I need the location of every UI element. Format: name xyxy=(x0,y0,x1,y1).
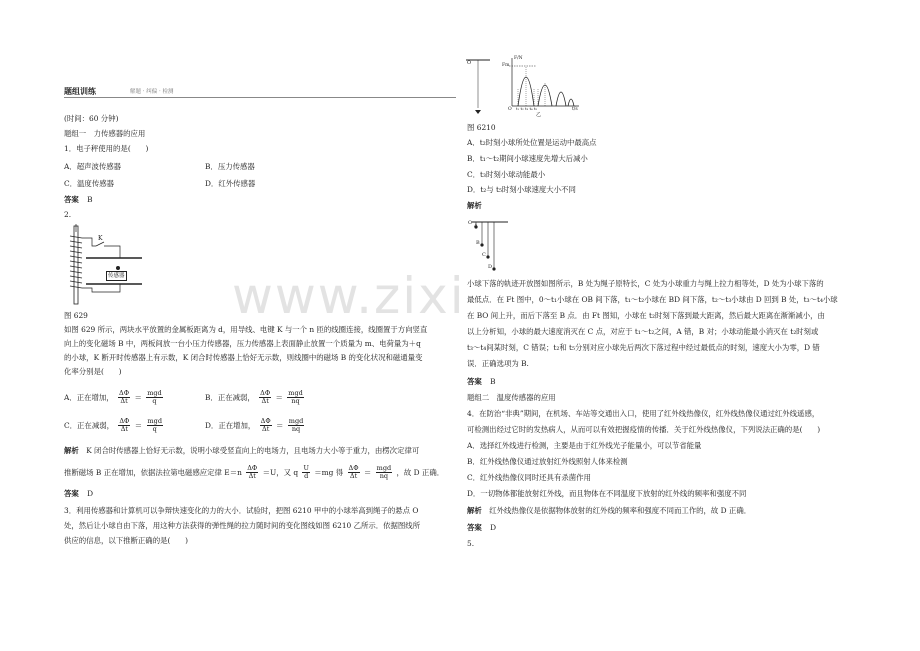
denominator: nq xyxy=(291,425,301,434)
q2-text-4: 化率分别是( ) xyxy=(64,367,122,376)
equals: ＝ xyxy=(276,420,284,430)
numerator: ΔΦ xyxy=(119,417,130,425)
equals: ＝ xyxy=(275,392,283,402)
equals: ＝ xyxy=(134,392,142,402)
q3-option-c: C．t₃时刻小球动能最小 xyxy=(467,170,546,179)
suspension-point-o: O xyxy=(467,60,472,66)
q3-analysis-line-2: 最低点．在 Ft 图中，0～t₁小球在 OB 间下落，t₁～t₂小球在 BD 间下落，t₂～t₃小球由 D 回到 B 处，t₃～t₄小球 xyxy=(467,295,838,304)
fraction xyxy=(302,465,309,481)
point-c-label: C xyxy=(482,252,486,258)
sensor-box-label: 传感器 xyxy=(108,273,125,279)
q2-option-b xyxy=(205,390,306,406)
analysis-text: 红外线热像仪是依据物体放射的红外线的频率和强度不同而工作的，故 D 正确． xyxy=(481,506,752,515)
fraction xyxy=(348,465,360,481)
denominator: q xyxy=(152,397,157,406)
fraction xyxy=(259,390,271,406)
denominator: Δt xyxy=(349,472,358,481)
switch-k-label: K xyxy=(98,235,103,242)
numerator: mgd xyxy=(147,389,162,397)
q1-option-c: C．温度传感器 xyxy=(64,179,114,188)
numerator: mgd xyxy=(288,417,304,425)
answer-value: B xyxy=(87,195,93,204)
q3-analysis-line-5: t₃～t₄间某时刻，C 错误；t₂和 t₅分别对应小球先后两次下落过程中经过最低点的时刻，速度大小为零，D 错 xyxy=(467,343,820,352)
numerator: ΔΦ xyxy=(260,389,271,397)
denominator: nq xyxy=(379,472,389,481)
analysis-label: 解析 xyxy=(64,446,79,455)
figure-6210 xyxy=(464,56,584,120)
q3-analysis-line-3: 在 BO 间上升，而后下落至 B 点．由 Ft 图知，小球在 t₂时刻下落到最大距离，然后最大距离在渐渐减小，由 xyxy=(467,311,825,320)
group-2-title: 题组二 温度传感器的应用 xyxy=(467,393,556,402)
denominator: Δt xyxy=(120,425,129,434)
q3-analysis-label: 解析 xyxy=(467,201,482,210)
numerator: mgd xyxy=(147,417,163,425)
watermark: www.zixi xyxy=(232,267,466,325)
fraction xyxy=(118,418,130,434)
equals: ＝ xyxy=(134,420,143,430)
option-d-prefix: D．正在增加， xyxy=(205,420,256,430)
q4-text-1: 4．在防治“非典”期间，在机场、车站等交通出入口，使用了红外线热像仪，红外线热像仪通过红外线遥感， xyxy=(467,409,820,418)
q3-text-3: 供应的信息，以下推断正确的是( ) xyxy=(64,536,189,545)
denominator: nq xyxy=(291,397,300,406)
analysis-text: ，故 D 正确． xyxy=(396,467,445,477)
figure-629 xyxy=(66,222,146,307)
denominator: d xyxy=(304,472,309,481)
fraction xyxy=(260,418,272,434)
numerator: ΔΦ xyxy=(260,417,271,425)
q2-option-c xyxy=(64,418,165,434)
fraction xyxy=(147,418,164,434)
numerator: ΔΦ xyxy=(348,464,359,472)
fraction xyxy=(288,418,305,434)
section-subtitle: 解题 · 纠偏 · 检测 xyxy=(130,89,174,95)
option-b-prefix: B．正在减弱， xyxy=(205,392,255,402)
q4-option-b: B．红外线热像仪通过放射红外线照射人体来检测 xyxy=(467,457,628,466)
figure-629-caption: 图 629 xyxy=(64,311,88,320)
q3-option-d: D．t₂与 t₅时刻小球速度大小不同 xyxy=(467,185,576,194)
section-header xyxy=(64,86,456,98)
analysis-text: ＝mg 得 xyxy=(314,467,344,477)
point-o-label: O xyxy=(468,220,473,226)
q1-stem: 1．电子秤使用的是( ) xyxy=(64,144,149,153)
fm-label: Fm xyxy=(502,63,510,68)
answer-label: 答案 xyxy=(467,523,482,532)
analysis-text: ＝ xyxy=(363,467,372,477)
q4-answer xyxy=(467,524,496,533)
q2-text-1: 如图 629 所示，两块水平放置的金属板距离为 d，用导线、电键 K 与一个 n 匝的线圈连接，线圈置于方向竖直 xyxy=(64,325,428,334)
q3-analysis-line-1: 小球下落的轨迹开放图如图所示，B 处为绳子原特长，C 处为小球重力与绳上拉力相等处，D 处为小球下落的 xyxy=(467,279,824,288)
trajectory-figure xyxy=(466,216,516,272)
y-axis-label: F/N xyxy=(514,56,523,61)
answer-value: B xyxy=(490,377,496,386)
q2-analysis-line-1 xyxy=(64,447,419,456)
q2-answer xyxy=(64,490,93,499)
numerator: ΔΦ xyxy=(119,389,130,397)
q3-analysis-line-4: 以上分析知，小球的最大速度消灭在 C 点，对应于 t₁～t₂之间，A 错，B 对；小球动能最小消灭在 t₂时刻或 xyxy=(467,327,819,336)
origin-label: O xyxy=(508,107,512,112)
q4-option-c: C．红外线热像仪同时还具有杀菌作用 xyxy=(467,473,591,482)
fraction xyxy=(376,465,393,481)
time-note: (时间：60 分钟) xyxy=(64,114,119,123)
fraction xyxy=(287,390,304,406)
denominator: q xyxy=(152,425,157,434)
q3-option-a: A．t₂时刻小球所处位置是运动中最高点 xyxy=(467,138,597,147)
q2-analysis-line-2 xyxy=(64,465,444,481)
answer-label: 答案 xyxy=(64,195,79,204)
analysis-text: 推断磁场 B 正在增加，依据法拉第电磁感应定律 E＝n xyxy=(64,467,242,477)
fraction xyxy=(146,390,163,406)
q3-text-2: 处，然后让小球自由下落，用这种方法获得的弹性绳的拉力随时间的变化图线如图 6210 乙所示．依据图线所 xyxy=(64,521,421,530)
numerator: U xyxy=(303,464,309,472)
q2-text-3: 的小球，K 断开时传感器上有示数，K 闭合时传感器上恰好无示数，则线圈中的磁场 B 的变化状况和磁通量变 xyxy=(64,353,423,362)
q3-analysis-line-6: 误．正确选项为 B. xyxy=(467,359,529,368)
fraction xyxy=(118,390,130,406)
q2-option-d xyxy=(205,418,306,434)
point-d-label: D xyxy=(488,264,493,270)
q2-option-a xyxy=(64,390,165,406)
group-1-title: 题组一 力传感器的应用 xyxy=(64,129,146,138)
section-title: 题组训练 xyxy=(64,87,99,96)
figure-6210-caption: 图 6210 xyxy=(467,123,496,132)
q3-option-b: B．t₁～t₂期间小球速度先增大后减小 xyxy=(467,154,588,163)
fraction xyxy=(246,465,258,481)
q1-answer xyxy=(64,196,93,205)
option-a-prefix: A．正在增加， xyxy=(64,392,114,402)
point-b-label: B xyxy=(476,240,480,246)
time-ticks: t₁ t₂ t₃ t₄ t₅ xyxy=(516,106,538,111)
option-c-prefix: C．正在减弱， xyxy=(64,420,114,430)
answer-label: 答案 xyxy=(467,377,482,386)
answer-value: D xyxy=(87,489,94,498)
coil-circuit-diagram xyxy=(66,222,146,307)
analysis-text: K 闭合时传感器上恰好无示数，说明小球受竖直向上的电场力，且电场力大小等于重力，由楞次定律可 xyxy=(78,446,420,455)
q5-number: 5. xyxy=(467,539,475,548)
q1-option-a: A．超声波传感器 xyxy=(64,162,122,171)
answer-label: 答案 xyxy=(64,489,79,498)
denominator: Δt xyxy=(120,397,128,406)
q4-analysis xyxy=(467,507,751,516)
numerator: ΔΦ xyxy=(247,464,258,472)
denominator: Δt xyxy=(248,472,256,481)
q4-option-d: D．一切物体都能放射红外线，而且物体在不同温度下放射的红外线的频率和强度不同 xyxy=(467,489,747,498)
q3-text-1: 3．利用传感器和计算机可以争辩快速变化的力的大小．试验时，把图 6210 甲中的小球举高到绳子的悬点 O xyxy=(64,506,419,515)
answer-value: D xyxy=(490,523,497,532)
q3-answer xyxy=(467,378,496,387)
q1-option-d: D．红外传感器 xyxy=(205,179,256,188)
analysis-label: 解析 xyxy=(467,506,482,515)
q1-option-b: B．压力传感器 xyxy=(205,162,255,171)
q4-option-a: A．选择红外线进行检测，主要是由于红外线光子能量小，可以节省能量 xyxy=(467,441,702,450)
denominator: Δt xyxy=(262,425,270,434)
analysis-text: ＝U，又 q xyxy=(262,467,299,477)
numerator: mgd xyxy=(376,464,392,472)
q2-text-2: 向上的变化磁场 B 中，两板间放一台小压力传感器，压力传感器上表面静止放置一个质量为 m、电荷量为＋q xyxy=(64,339,421,348)
numerator: mgd xyxy=(288,389,303,397)
q2-number: 2. xyxy=(64,210,72,219)
x-axis-label: t/s xyxy=(572,107,578,112)
denominator: Δt xyxy=(261,397,269,406)
point-a-label: A xyxy=(474,223,478,229)
sub-figure-label: 乙 xyxy=(536,112,542,118)
q4-text-2: 可检测出经过它时的发热病人，从而可以有效把握疫情的传播．关于红外线热像仪，下列说法正确的是( ) xyxy=(467,425,821,434)
